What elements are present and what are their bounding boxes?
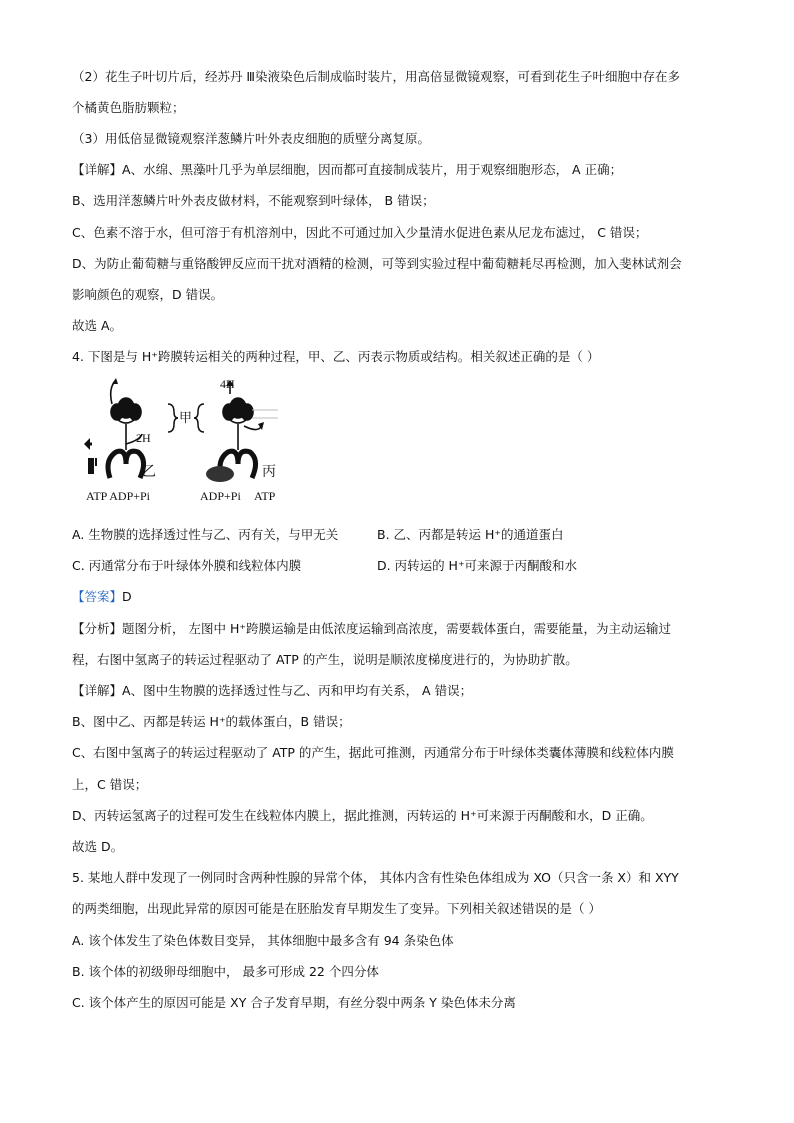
answer-value: D [122, 589, 132, 604]
text-line: D、为防止葡萄糖与重铬酸钾反应而干扰对酒精的检测，可等到实验过程中葡萄糖耗尽再检测，加入斐林试剂会 [72, 256, 682, 271]
text-line: 上，C 错误； [72, 777, 148, 792]
label-bing: 丙 [262, 465, 276, 480]
label-atp-right: ATP [254, 489, 276, 503]
right-brace [194, 404, 204, 432]
left-brace [168, 404, 178, 432]
analysis-line [72, 620, 722, 638]
detail-text: A、图中生物膜的选择透过性与乙、丙和甲均有关系， A 错误； [122, 683, 473, 698]
question-4-stem: 4. 下图是与 H⁺跨膜转运相关的两种过程，甲、乙、丙表示物质或结构。相关叙述正确的是（ ） [72, 349, 600, 364]
h-transport-figure [82, 374, 292, 514]
text-line: 故选 D。 [72, 839, 124, 854]
analysis-text: 题图分析， 左图中 H⁺跨膜运输是由低浓度运输到高浓度，需要载体蛋白，需要能量，为主动运输过 [122, 621, 671, 636]
q5-option-c: C. 该个体产生的原因可能是 XY 合子发育早期，有丝分裂中两条 Y 染色体未分离 [72, 995, 516, 1010]
text-line: 的两类细胞，出现此异常的原因可能是在胚胎发育早期发生了变异。下列相关叙述错误的是（ ） [72, 901, 601, 916]
label-4h: 4H [220, 377, 235, 391]
q5-option-a: A. 该个体发生了染色体数目变异， 其体细胞中最多含有 94 条染色体 [72, 933, 454, 948]
q4-option-a: A. 生物膜的选择透过性与乙、丙有关，与甲无关 [72, 527, 339, 542]
answer-label: 【答案】 [72, 589, 123, 604]
text-line [72, 161, 722, 179]
detail-line [72, 682, 722, 700]
label-atp-adp-left: ATP ADP+Pi [86, 489, 151, 503]
q5-option-b: B. 该个体的初级卵母细胞中， 最多可形成 22 个四分体 [72, 964, 379, 979]
text-line: （2）花生子叶切片后，经苏丹 Ⅲ染液染色后制成临时装片，用高倍显微镜观察，可看到花生子叶细胞中存在多 [72, 69, 681, 84]
left-atp-synthase-diagram [84, 378, 144, 478]
answer-line [72, 588, 722, 606]
analysis-label: 【分析】 [72, 621, 123, 636]
text-line: D、丙转运氢离子的过程可发生在线粒体内膜上，据此推测，丙转运的 H⁺可来源于丙酮酸和水，D 正确。 [72, 808, 653, 823]
question-5-stem: 5. 某地人群中发现了一例同时含两种性腺的异常个体， 其体内含有性染色体组成为 XO（只含一条 X）和 XYY [72, 870, 679, 885]
detail-label: 【详解】 [72, 162, 123, 177]
q4-option-d: D. 丙转运的 H⁺可来源于丙酮酸和水 [377, 558, 578, 573]
label-2h: 2H [136, 431, 151, 445]
text-line: 影响颜色的观察，D 错误。 [72, 287, 224, 302]
text-line: C、右图中氢离子的转运过程驱动了 ATP 的产生，据此可推测，丙通常分布于叶绿体类囊体薄膜和线粒体内膜 [72, 745, 674, 760]
text-line: 程，右图中氢离子的转运过程驱动了 ATP 的产生，说明是顺浓度梯度进行的，为协助扩散。 [72, 652, 578, 667]
text-line: B、图中乙、丙都是转运 H⁺的载体蛋白，B 错误； [72, 714, 351, 729]
q4-option-b: B. 乙、丙都是转运 H⁺的通道蛋白 [377, 527, 564, 542]
label-jia: 甲 [179, 410, 193, 425]
text-line: B、选用洋葱鳞片叶外表皮做材料，不能观察到叶绿体， B 错误； [72, 193, 435, 208]
text-line: 个橘黄色脂肪颗粒； [72, 100, 185, 115]
label-yi: 乙 [142, 465, 156, 480]
text-line: 故选 A。 [72, 318, 123, 333]
q4-option-c: C. 丙通常分布于叶绿体外膜和线粒体内膜 [72, 558, 302, 573]
text-line: C、色素不溶于水，但可溶于有机溶剂中，因此不可通过加入少量清水促进色素从尼龙布滤过， C 错误； [72, 225, 648, 240]
label-adp-right: ADP+Pi [200, 489, 241, 503]
text-line: （3）用低倍显微镜观察洋葱鳞片叶外表皮细胞的质壁分离复原。 [72, 131, 430, 146]
detail-text: A、水绵、黑藻叶几乎为单层细胞，因而都可直接制成装片，用于观察细胞形态， A 正确； [122, 162, 623, 177]
detail-label: 【详解】 [72, 683, 123, 698]
